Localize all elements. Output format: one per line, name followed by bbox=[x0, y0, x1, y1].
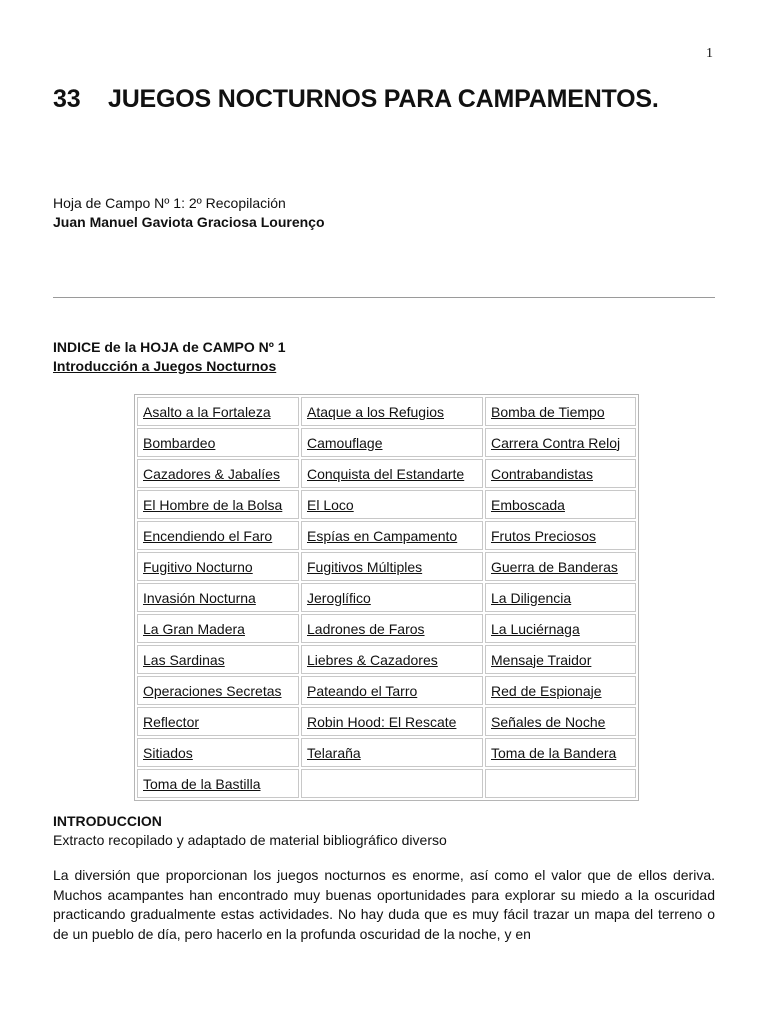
table-cell bbox=[301, 583, 483, 612]
table-row bbox=[137, 428, 636, 457]
game-link[interactable]: Encendiendo el Faro bbox=[143, 527, 273, 544]
index-heading: INDICE de la HOJA de CAMPO Nº 1 bbox=[53, 339, 286, 355]
table-row bbox=[137, 738, 636, 767]
game-link[interactable]: Ladrones de Faros bbox=[307, 620, 425, 637]
game-link[interactable]: Liebres & Cazadores bbox=[307, 651, 438, 668]
table-row bbox=[137, 521, 636, 550]
game-link[interactable]: Pateando el Tarro bbox=[307, 682, 418, 699]
game-link[interactable]: Contrabandistas bbox=[491, 465, 593, 482]
table-cell bbox=[485, 397, 636, 426]
table-row bbox=[137, 645, 636, 674]
game-link[interactable]: El Hombre de la Bolsa bbox=[143, 496, 283, 513]
game-link[interactable]: Sitiados bbox=[143, 744, 193, 761]
game-link[interactable]: Frutos Preciosos bbox=[491, 527, 597, 544]
subtitle: Hoja de Campo Nº 1: 2º Recopilación bbox=[53, 195, 286, 211]
table-cell bbox=[485, 707, 636, 736]
table-cell bbox=[137, 490, 299, 519]
game-link[interactable]: La Gran Madera bbox=[143, 620, 245, 637]
table-cell bbox=[137, 707, 299, 736]
table-cell bbox=[301, 614, 483, 643]
game-link[interactable]: Red de Espionaje bbox=[491, 682, 602, 699]
game-link[interactable]: Asalto a la Fortaleza bbox=[143, 403, 271, 420]
table-cell bbox=[485, 583, 636, 612]
table-cell bbox=[301, 521, 483, 550]
games-index-table bbox=[134, 394, 639, 801]
table-cell bbox=[301, 676, 483, 705]
game-link[interactable]: La Diligencia bbox=[491, 589, 572, 606]
game-link[interactable]: Señales de Noche bbox=[491, 713, 606, 730]
table-row bbox=[137, 676, 636, 705]
table-cell bbox=[485, 738, 636, 767]
table-cell bbox=[301, 459, 483, 488]
table-cell bbox=[137, 583, 299, 612]
game-link[interactable]: Bomba de Tiempo bbox=[491, 403, 605, 420]
table-row bbox=[137, 769, 636, 798]
game-link[interactable]: Mensaje Traidor bbox=[491, 651, 592, 668]
table-row bbox=[137, 459, 636, 488]
table-cell bbox=[137, 676, 299, 705]
table-cell bbox=[137, 459, 299, 488]
table-cell bbox=[137, 552, 299, 581]
table-cell bbox=[485, 645, 636, 674]
title-number: 33 bbox=[53, 85, 81, 113]
table-cell bbox=[301, 769, 483, 798]
table-cell bbox=[485, 459, 636, 488]
table-cell bbox=[485, 552, 636, 581]
table-cell bbox=[137, 428, 299, 457]
game-link[interactable]: Telaraña bbox=[307, 744, 361, 761]
game-link[interactable]: El Loco bbox=[307, 496, 354, 513]
table-cell bbox=[301, 552, 483, 581]
game-link[interactable]: Reflector bbox=[143, 713, 200, 730]
game-link[interactable]: Cazadores & Jabalíes bbox=[143, 465, 280, 482]
game-link[interactable]: Toma de la Bandera bbox=[491, 744, 617, 761]
game-link[interactable]: Invasión Nocturna bbox=[143, 589, 256, 606]
table-cell bbox=[301, 738, 483, 767]
table-cell bbox=[485, 490, 636, 519]
introduction-source: Extracto recopilado y adaptado de material bibliográfico diverso bbox=[53, 832, 447, 848]
table-cell bbox=[301, 490, 483, 519]
table-cell bbox=[485, 614, 636, 643]
table-cell bbox=[485, 676, 636, 705]
table-cell bbox=[485, 521, 636, 550]
table-cell bbox=[137, 521, 299, 550]
games-index-body bbox=[137, 397, 636, 798]
game-link[interactable]: Conquista del Estandarte bbox=[307, 465, 465, 482]
game-link[interactable]: Espías en Campamento bbox=[307, 527, 458, 544]
introduction-heading: INTRODUCCION bbox=[53, 813, 162, 829]
table-cell bbox=[301, 645, 483, 674]
game-link[interactable]: Carrera Contra Reloj bbox=[491, 434, 621, 451]
table-cell bbox=[301, 428, 483, 457]
game-link[interactable]: Bombardeo bbox=[143, 434, 216, 451]
game-link[interactable]: Emboscada bbox=[491, 496, 565, 513]
game-link[interactable]: Ataque a los Refugios bbox=[307, 403, 444, 420]
table-cell bbox=[137, 645, 299, 674]
table-row bbox=[137, 583, 636, 612]
game-link[interactable]: Fugitivos Múltiples bbox=[307, 558, 423, 575]
table-cell bbox=[137, 769, 299, 798]
game-link[interactable]: Camouflage bbox=[307, 434, 383, 451]
section-divider bbox=[53, 297, 715, 298]
page-number: 1 bbox=[706, 46, 713, 61]
table-cell bbox=[485, 769, 636, 798]
game-link[interactable]: La Luciérnaga bbox=[491, 620, 580, 637]
title-text: JUEGOS NOCTURNOS PARA CAMPAMENTOS. bbox=[108, 85, 659, 113]
document-title bbox=[53, 85, 659, 114]
game-link[interactable]: Toma de la Bastilla bbox=[143, 775, 261, 792]
table-row bbox=[137, 552, 636, 581]
table-cell bbox=[137, 397, 299, 426]
table-row bbox=[137, 707, 636, 736]
table-cell bbox=[301, 397, 483, 426]
table-cell bbox=[137, 738, 299, 767]
game-link[interactable]: Jeroglífico bbox=[307, 589, 371, 606]
table-row bbox=[137, 490, 636, 519]
table-row bbox=[137, 397, 636, 426]
game-link[interactable]: Operaciones Secretas bbox=[143, 682, 282, 699]
table-cell bbox=[137, 614, 299, 643]
game-link[interactable]: Robin Hood: El Rescate bbox=[307, 713, 457, 730]
game-link[interactable]: Fugitivo Nocturno bbox=[143, 558, 253, 575]
table-cell bbox=[485, 428, 636, 457]
game-link[interactable]: Guerra de Banderas bbox=[491, 558, 618, 575]
table-row bbox=[137, 614, 636, 643]
introduction-paragraph: La diversión que proporcionan los juegos nocturnos es enorme, así como el valor que de ellos deriva. Muchos acampantes han encontrado muy buenas oportunidades para explorar su miedo a la oscuridad practicando gradualmente estas actividades. No hay duda que es muy fácil trazar un mapa del terreno o de un pueblo de día, pero hacerlo en la profunda oscuridad de la noche, y en bbox=[53, 867, 715, 942]
game-link[interactable]: Las Sardinas bbox=[143, 651, 225, 668]
author-name: Juan Manuel Gaviota Graciosa Lourenço bbox=[53, 214, 325, 230]
table-cell bbox=[301, 707, 483, 736]
index-subheading: Introducción a Juegos Nocturnos bbox=[53, 358, 277, 374]
